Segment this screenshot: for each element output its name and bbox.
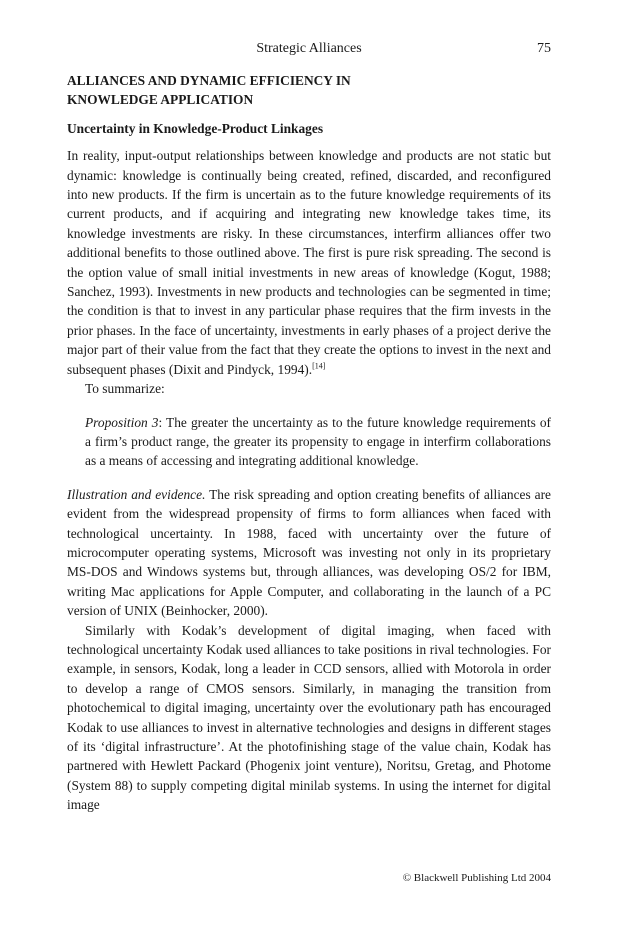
paragraph-1-text: In reality, input-output relationships between knowledge and products are not static but dynamic: knowledge is continually being created, refined, discarded, and reconfigured into new products. If the firm is uncertain as to the future knowledge requirements of its current products, and if acquiring and integrating new knowledge takes time, its knowledge investments are risky. In these circumstances, interfirm alliances offer two additional benefits to those outlined above. The first is pure risk spreading. The second is the option value of small initial investments in new areas of knowledge (Kogut, 1988; Sanchez, 1993). Investments in new products and technologies can be segmented in time; the condition is that to invest in any particular phase requires that the firm invests in the prior phases. In the face of uncertainty, investments in early phases of a project derive the major part of their value from the fact that they create the options to invest in the next and subsequent phases (Dixit and Pindyck, 1994). [67,148,551,377]
proposition-label: Proposition 3 [85,414,159,430]
paragraph-2 [67,485,551,621]
book-page [67,0,551,935]
section-heading-line1: ALLIANCES AND DYNAMIC EFFICIENCY IN [67,73,351,88]
paragraph-1 [67,146,551,379]
running-head [67,41,551,59]
copyright-footer: © Blackwell Publishing Ltd 2004 [402,872,551,884]
paragraph-3: Similarly with Kodak’s development of digital imaging, when faced with technological uncertainty Kodak used alliances to take positions in rival technologies. For example, in sensors, Kodak, long a leader in CCD sensors, allied with Motorola in order to develop a range of CMOS sensors. Similarly, in managing the transition from photochemical to digital imaging, uncertainty over the evolutionary path has encouraged Kodak to use alliances to invest in alternative technologies and designs in different stages of its ‘digital infrastructure’. At the photofinishing stage of the value chain, Kodak has partnered with Hewlett Packard (Phogenix joint venture), Noritsu, Gretag, and Photome (System 88) to supply competing digital minilab systems. In using the internet for digital image [67,622,551,813]
section-heading [67,71,551,110]
illustration-label: Illustration and evidence. [67,486,206,502]
proposition-block [85,413,551,471]
paragraph-2-text: The risk spreading and option creating benefits of alliances are evident from the widespread propensity of firms to form alliances when faced with technological uncertainty. In 1988, faced with uncertainty over the future of microcomputer operating systems, Microsoft was investing not only in its proprietary MS-DOS and Windows systems but, through alliances, was developing OS/2 for IBM, writing Mac applications for Apple Computer, and collaborating in the launch of a PC version of UNIX (Beinhocker, 2000). [67,486,551,619]
footnote-ref: [14] [312,361,326,371]
summarize-line: To summarize: [85,381,165,397]
section-heading-line2: KNOWLEDGE APPLICATION [67,92,254,108]
proposition-text: : The greater the uncertainty as to the future knowledge requirements of a firm’s product range, the greater its propensity to engage in interfirm collaborations as a means of accessing and integrating additional knowledge. [85,414,551,469]
page-number: 75 [537,41,551,56]
page-body [67,71,551,815]
sub-heading: Uncertainty in Knowledge-Product Linkages [67,120,324,136]
running-head-title: Strategic Alliances [256,41,362,56]
